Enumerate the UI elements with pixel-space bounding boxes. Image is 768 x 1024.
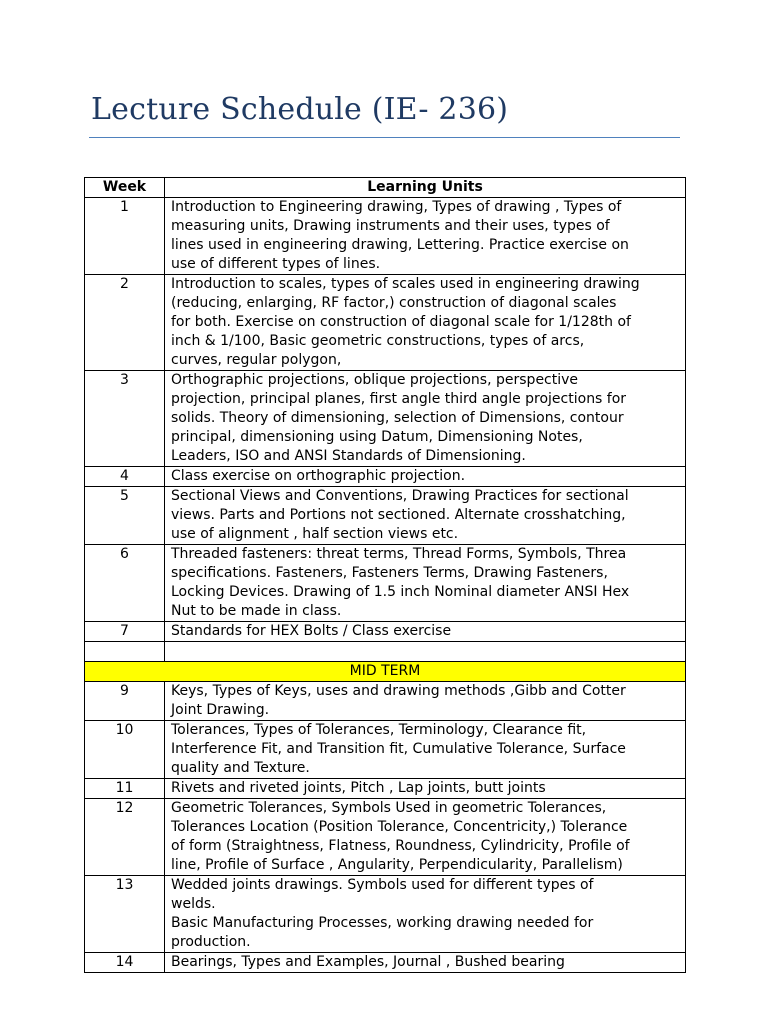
table-row: [85, 721, 686, 779]
week-cell: 4: [85, 467, 165, 487]
table-row: [85, 682, 686, 721]
week-cell: 2: [85, 275, 165, 371]
learning-units-cell: Wedded joints drawings. Symbols used for different types of welds. Basic Manufacturing Processes, working drawing needed for production.: [165, 876, 686, 953]
page-title: Lecture Schedule (IE- 236): [91, 92, 509, 127]
table-header-row: [85, 178, 686, 198]
table-row: [85, 487, 686, 545]
learning-units-cell: Orthographic projections, oblique projections, perspective projection, principal planes, first angle third angle projections for solids. Theory of dimensioning, selection of Dimensions, contour principal, dimensioning using Datum, Dimensioning Notes, Leaders, ISO and ANSI Standards of Dimensioning.: [165, 371, 686, 467]
week-cell: 11: [85, 779, 165, 799]
lecture-schedule-table: [84, 177, 686, 973]
learning-units-cell: Rivets and riveted joints, Pitch , Lap joints, butt joints: [165, 779, 686, 799]
week-column-header: Week: [85, 178, 165, 198]
learning-units-cell: Threaded fasteners: threat terms, Thread Forms, Symbols, Threa specifications. Fasteners, Fasteners Terms, Drawing Fasteners, Locking Devices. Drawing of 1.5 inch Nominal diameter ANSI Hex Nut to be made in class.: [165, 545, 686, 622]
learning-units-cell: Geometric Tolerances, Symbols Used in geometric Tolerances, Tolerances Location (Position Tolerance, Concentricity,) Tolerance of form (Straightness, Flatness, Roundness, Cylindricity, Profile of line, Profile of Surface , Angularity, Perpendicularity, Parallelism): [165, 799, 686, 876]
table-row: [85, 545, 686, 622]
week-cell: 13: [85, 876, 165, 953]
week-cell: 12: [85, 799, 165, 876]
week-cell: 5: [85, 487, 165, 545]
midterm-label: MID TERM: [85, 662, 686, 682]
table-row: [85, 779, 686, 799]
table-row: [85, 467, 686, 487]
week-cell: 3: [85, 371, 165, 467]
table-row: [85, 275, 686, 371]
week-cell: 6: [85, 545, 165, 622]
week-cell: 14: [85, 953, 165, 973]
table-row: [85, 876, 686, 953]
week-cell: [85, 642, 165, 662]
learning-units-column-header: Learning Units: [165, 178, 686, 198]
week-cell: 9: [85, 682, 165, 721]
table-row: [85, 371, 686, 467]
table-row: [85, 953, 686, 973]
learning-units-cell: Introduction to Engineering drawing, Types of drawing , Types of measuring units, Drawing instruments and their uses, types of lines used in engineering drawing, Lettering. Practice exercise on use of different types of lines.: [165, 198, 686, 275]
learning-units-cell: Class exercise on orthographic projection.: [165, 467, 686, 487]
learning-units-cell: Introduction to scales, types of scales used in engineering drawing (reducing, enlarging, RF factor,) construction of diagonal scales for both. Exercise on construction of diagonal scale for 1/128th of inch & 1/100, Basic geometric constructions, types of arcs, curves, regular polygon,: [165, 275, 686, 371]
learning-units-cell: [165, 642, 686, 662]
learning-units-cell: Sectional Views and Conventions, Drawing Practices for sectional views. Parts and Portions not sectioned. Alternate crosshatching, use of alignment , half section views etc.: [165, 487, 686, 545]
learning-units-cell: Keys, Types of Keys, uses and drawing methods ,Gibb and Cotter Joint Drawing.: [165, 682, 686, 721]
week-cell: 1: [85, 198, 165, 275]
week-cell: 10: [85, 721, 165, 779]
midterm-row: [85, 662, 686, 682]
empty-table-row: [85, 642, 686, 662]
week-cell: 7: [85, 622, 165, 642]
learning-units-cell: Tolerances, Types of Tolerances, Terminology, Clearance fit, Interference Fit, and Transition fit, Cumulative Tolerance, Surface quality and Texture.: [165, 721, 686, 779]
title-underline: [89, 137, 680, 138]
table-row: [85, 198, 686, 275]
learning-units-cell: Standards for HEX Bolts / Class exercise: [165, 622, 686, 642]
table-row: [85, 799, 686, 876]
table-row: [85, 622, 686, 642]
learning-units-cell: Bearings, Types and Examples, Journal , Bushed bearing: [165, 953, 686, 973]
